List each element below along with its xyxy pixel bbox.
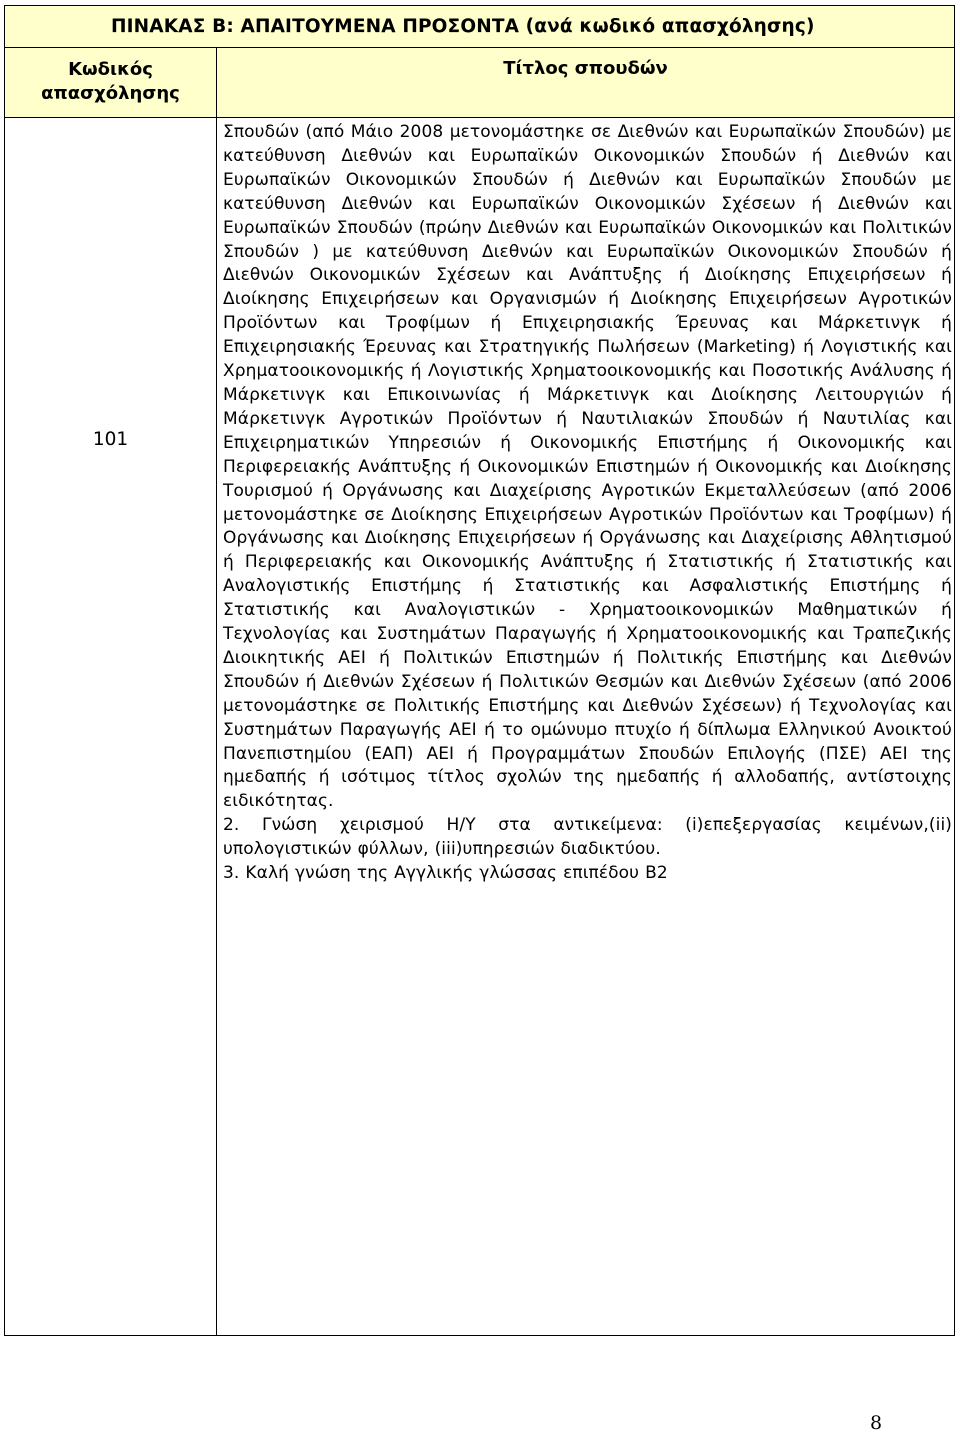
computer-skills-paragraph: 2. Γνώση χειρισμού Η/Υ στα αντικείμενα: (i)επεξεργασίας κειμένων,(ii) υπολογιστικών φύλλων, (iii)υπηρεσιών διαδικτύου. (223, 815, 952, 860)
table-title: ΠΙΝΑΚΑΣ Β: ΑΠΑΙΤΟΥΜΕΝΑ ΠΡΟΣΟΝΤΑ (ανά κωδικό απασχόλησης) (111, 16, 815, 37)
table-header-row (5, 48, 954, 118)
employment-code: 101 (92, 429, 129, 450)
degree-titles-paragraph: Σπουδών (από Μάιο 2008 μετονομάστηκε σε Διεθνών και Ευρωπαϊκών Σπουδών) με κατεύθυνση Διεθνών και Ευρωπαϊκών Οικονομικών Σπουδών ή Διεθνών και Ευρωπαϊκών Οικονομικών Σπουδών ή Διεθνών και Ευρωπαϊκών Σπουδών με κατεύθυνση Διεθνών και Ευρωπαϊκών Οικονομικών Σχέσεων ή Διεθνών και Ευρωπαϊκών Σπουδών (πρώην Διεθνών και Ευρωπαϊκών Οικονομικών και Πολιτικών Σπουδών ) με κατεύθυνση Διεθνών και Ευρωπαϊκών Οικονομικών Σπουδών ή Διεθνών Οικονομικών Σχέσεων και Ανάπτυξης ή Διοίκησης Επιχειρήσεων ή Διοίκησης Επιχειρήσεων και Οργανισμών ή Διοίκησης Επιχειρήσεων Αγροτικών Προϊόντων και Τροφίμων ή Επιχειρησιακής Έρευνας και Μάρκετινγκ ή Επιχειρησιακής Έρευνας και Στρατηγικής Πωλήσεων (Marketing) ή Λογιστικής και Χρηματοοικονομικής ή Λογιστικής Χρηματοοικονομικής και Ποσοτικής Ανάλυσης ή Μάρκετινγκ και Επικοινωνίας ή Μάρκετινγκ και Διοίκησης Λειτουργιών ή Μάρκετινγκ Αγροτικών Προϊόντων ή Ναυτιλιακών Σπουδών ή Ναυτιλίας και Επιχειρηματικών Υπηρεσιών ή Οικονομικής Επιστήμης ή Οικονομικής και Περιφερειακής Ανάπτυξης ή Οικονομικών Επιστημών ή Οικονομικής και Διοίκησης Τουρισμού ή Οργάνωσης και Διαχείρισης Αγροτικών Εκμεταλλεύσεων (από 2006 μετονομάστηκε σε Διοίκησης Επιχειρήσεων Αγροτικών Προϊόντων και Τροφίμων) ή Οργάνωσης και Διοίκησης Επιχειρήσεων ή Οργάνωσης και Διαχείρισης Αθλητισμού ή Περιφερειακής και Οικονομικής Ανάπτυξης ή Στατιστικής ή Στατιστικής και Αναλογιστικής Επιστήμης ή Στατιστικής και Ασφαλιστικής Επιστήμης ή Στατιστικής και Αναλογιστικών - Χρηματοοικονομικών Μαθηματικών ή Τεχνολογίας και Συστημάτων Παραγωγής ή Χρηματοοικονομικής και Τραπεζικής Διοικητικής ΑΕΙ ή Πολιτικών Επιστημών ή Πολιτικής Επιστήμης και Διεθνών Σπουδών ή Διεθνών Σχέσεων ή Πολιτικών Θεσμών και Διεθνών Σχέσεων (από 2006 μετονομάστηκε σε Πολιτικής Επιστήμης και Διεθνών Σχέσεων) ή Τεχνολογίας και Συστημάτων Παραγωγής ΑΕΙ ή το ομώνυμο πτυχίο ή δίπλωμα Ελληνικού Ανοικτού Πανεπιστημίου (ΕΑΠ) ΑΕΙ ή Προγραμμάτων Σπουδών Επιλογής (ΠΣΕ) ΑΕΙ της ημεδαπής ή ισότιμος τίτλος σχολών της ημεδαπής ή αλλοδαπής, αντίστοιχης ειδικότητας. (223, 122, 952, 812)
page-number: 8 (870, 1412, 883, 1434)
column-header-title: Τίτλος σπουδών (503, 58, 668, 79)
english-language-paragraph: 3. Καλή γνώση της Αγγλικής γλώσσας επιπέδου Β2 (223, 863, 668, 884)
table-row-code-cell (5, 118, 216, 1335)
column-divider (216, 118, 217, 1335)
table-row-qualifications-cell (223, 121, 952, 886)
qualifications-table (4, 5, 955, 1336)
table-title-row (5, 6, 954, 48)
column-header-code: Κωδικός απασχόλησης (5, 48, 217, 117)
